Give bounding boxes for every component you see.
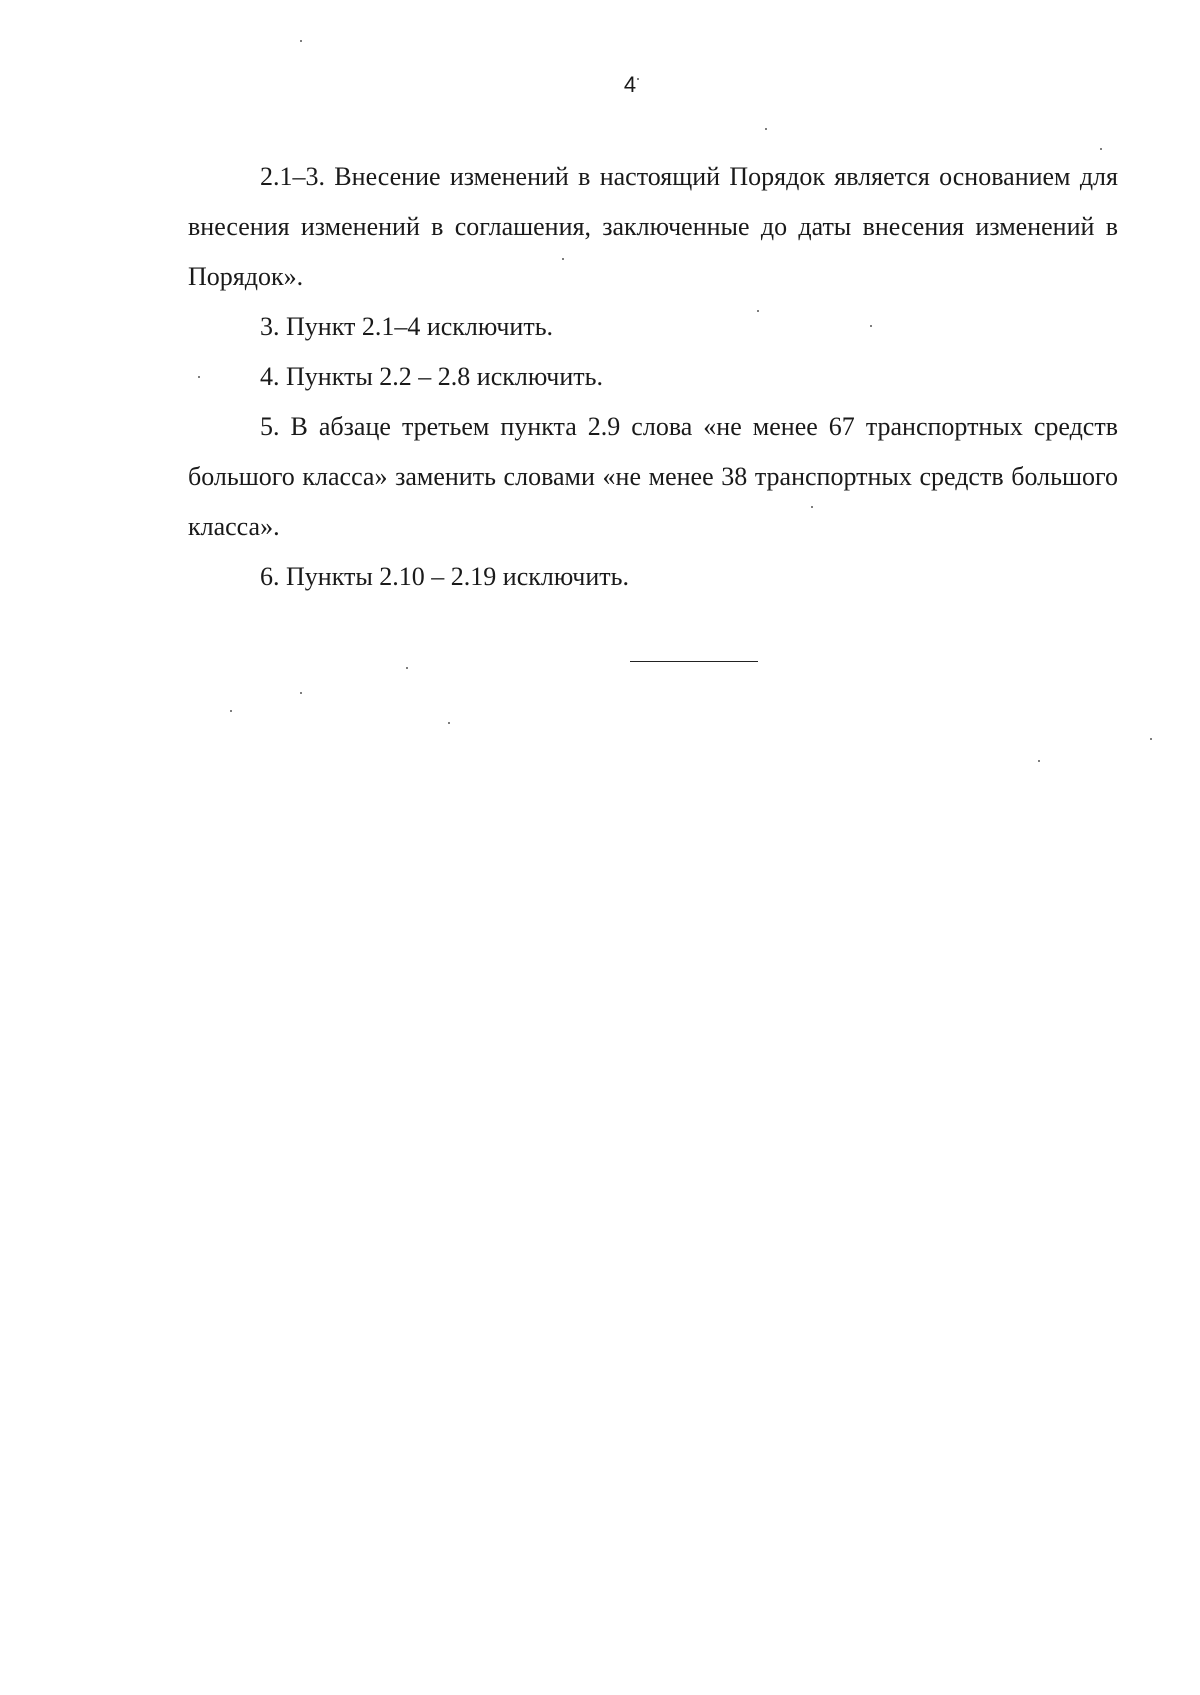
document-body bbox=[188, 152, 1118, 602]
scan-speck bbox=[406, 667, 408, 669]
scan-speck bbox=[1100, 148, 1102, 150]
scan-speck bbox=[1150, 738, 1152, 740]
scan-speck bbox=[1038, 760, 1040, 762]
paragraph-3: 3. Пункт 2.1–4 исключить. bbox=[260, 312, 554, 341]
scan-speck bbox=[300, 692, 302, 694]
scan-speck bbox=[637, 78, 639, 80]
paragraph-4: 4. Пункты 2.2 – 2.8 исключить. bbox=[260, 362, 604, 391]
scan-speck bbox=[562, 258, 564, 260]
scan-speck bbox=[811, 506, 813, 508]
scan-speck bbox=[198, 376, 200, 378]
end-separator-line bbox=[630, 661, 758, 662]
paragraph-2-1-3: 2.1–3. Внесение изменений в настоящий Порядок является основанием для внесения изменений в соглашения, заключенные до даты внесения изменений в Порядок». bbox=[188, 162, 1118, 291]
paragraph-6: 6. Пункты 2.10 – 2.19 исключить. bbox=[260, 562, 630, 591]
scan-speck bbox=[765, 128, 767, 130]
scan-speck bbox=[300, 40, 302, 42]
paragraph-5: 5. В абзаце третьем пункта 2.9 слова «не менее 67 транспортных средств большого класса» заменить словами «не менее 38 транспортных средств большого класса». bbox=[188, 412, 1118, 541]
scan-speck bbox=[870, 325, 872, 327]
scan-speck bbox=[448, 722, 450, 724]
scan-speck bbox=[230, 710, 232, 712]
scan-speck bbox=[757, 310, 759, 312]
page-number: 4 bbox=[623, 72, 637, 97]
